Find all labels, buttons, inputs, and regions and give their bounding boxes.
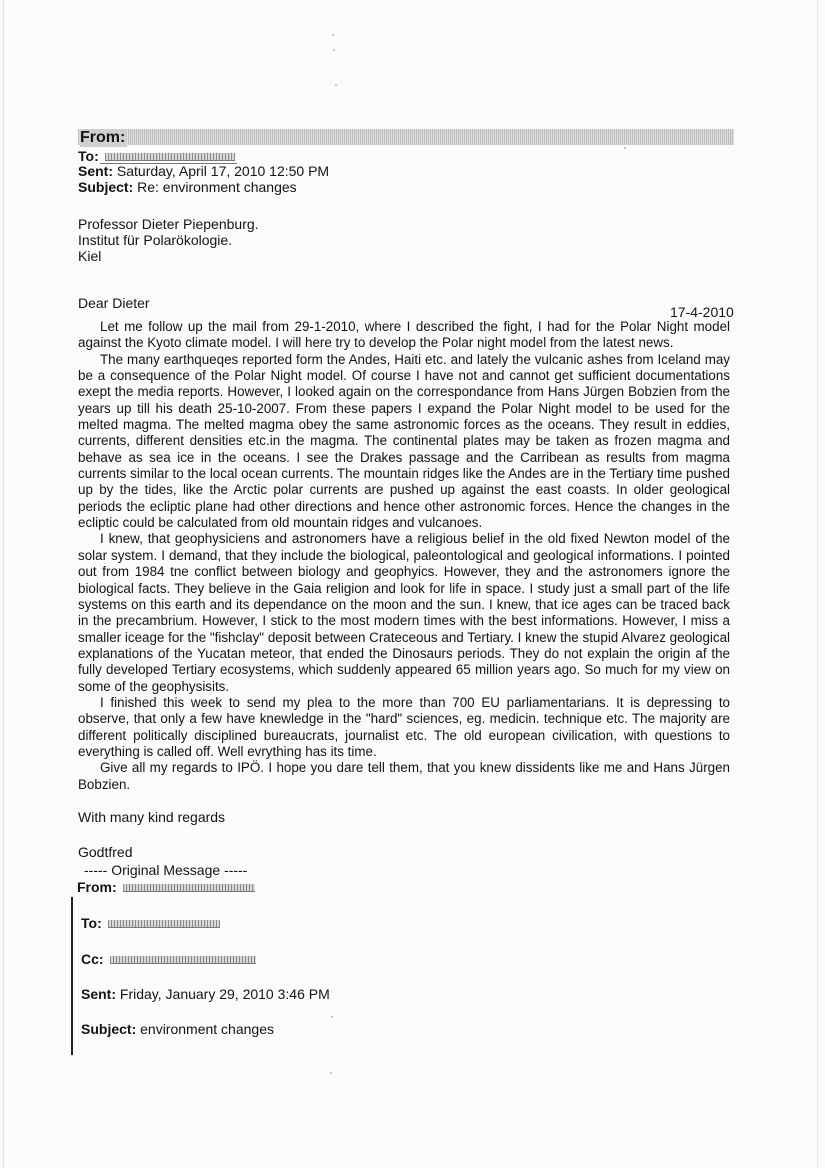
redacted-recipient	[105, 153, 235, 161]
om-sent-row	[81, 986, 330, 1002]
letter-date: 17-4-2010	[670, 304, 734, 320]
om-to-row	[81, 915, 220, 931]
scan-speck	[331, 1016, 333, 1018]
closing: With many kind regards	[78, 809, 226, 825]
scan-edge-left	[3, 0, 4, 1168]
from-label: From:	[80, 129, 126, 146]
om-subject-label: Subject:	[81, 1021, 137, 1037]
om-subject-row	[81, 1021, 274, 1037]
om-sent-value: Friday, January 29, 2010 3:46 PM	[119, 986, 330, 1002]
om-from-row	[77, 879, 255, 895]
address-line-1: Professor Dieter Piepenburg.	[78, 216, 259, 232]
address-line-2: Institut für Polarökologie.	[78, 232, 233, 248]
scan-edge-right	[817, 0, 818, 1168]
scan-speck	[335, 84, 337, 86]
redacted-cc	[110, 956, 256, 964]
scan-speck	[624, 147, 626, 149]
address-line-3: Kiel	[78, 248, 102, 264]
body-paragraph: Let me follow up the mail from 29-1-2010, where I described the fight, I had for the Polar Night model against the Kyoto climate model. I will here try to develop the Polar night model from the latest news.	[78, 319, 730, 351]
redacted-recipient	[108, 920, 220, 928]
sent-header-row	[78, 163, 329, 179]
sent-value: Saturday, April 17, 2010 12:50 PM	[116, 163, 330, 179]
om-cc-row	[81, 951, 256, 967]
from-header-row	[78, 129, 734, 145]
letter-body	[78, 319, 730, 793]
sent-label: Sent:	[78, 163, 113, 179]
om-subject-value: environment changes	[140, 1021, 274, 1037]
body-paragraph: I finished this week to send my plea to the more than 700 EU parliamentarians. It is depressing to observe, that only a few have knewledge in the "hard" sciences, eg. medicin. technique etc. The majority are different politically disciplined bureaucrats, journalist etc. The old european civilication, with questions to everything is called off. Well evrything has its time.	[78, 694, 730, 759]
quote-bar	[71, 897, 73, 1055]
om-cc-label: Cc:	[81, 951, 104, 967]
om-to-label: To:	[81, 915, 102, 931]
scan-speck	[333, 49, 335, 51]
original-message-divider: ----- Original Message -----	[84, 862, 248, 878]
salutation: Dear Dieter	[78, 295, 150, 311]
body-paragraph: The many earthqueqes reported form the Andes, Haiti etc. and lately the vulcanic ashes from Iceland may be a consequence of the Polar Night model. Of course I have not and cannot get sufficient documentations exept the media reports. However, I looked again on the correspondance from Hans Jürgen Bobzien from the years up till his death 25-10-2007. From these papers I expand the Polar Night model to be used for the melted magma. The melted magma obey the same astronomic forces as the oceans. They result in eddies, currents, different densities etc.in the magma. The continental plates may be taken as frozen magma and behave as sea ice in the oceans. I see the Drakes passage and the Carribean as results from magma currents similar to the local ocean currents. The mountain ridges like the Andes are in the Tertiary time pushed up by the tides, like the Arctic polar currents are pushed up against the east coasts. In older geological periods the ecliptic plane had other directions and hence other astronomic forces. Hence the changes in the ecliptic could be calculated from old mountain ridges and vulcanoes.	[78, 351, 730, 531]
signature: Godtfred	[78, 844, 133, 860]
body-paragraph: Give all my regards to IPÖ. I hope you dare tell them, that you knew dissidents like me and Hans Jürgen Bobzien.	[78, 760, 730, 792]
body-paragraph: I knew, that geophysiciens and astronomers have a religious belief in the old fixed Newton model of the solar system. I demand, that they include the biological, paleontological and geological informations. I pointed out from 1984 tne conflict between biology and geophyics. However, they and the astronomers ignore the biological facts. They believe in the Gaia religion and look for life in space. I study just a small part of the life systems on this earth and its dependance on the moon and the sun. I knew, that ice ages can be traced back in the precambrium. However, I stick to the most modern times with the best informations. However, I miss a smaller iceage for the "fishclay" deposit between Crateceous and Tertiary. I knew the stupid Alvarez geological explanations of the Yucatan meteor, that ended the Dinosaurs periods. They do not explain the origin af the fully developed Tertiary ecosystems, which suddenly appeared 65 million years ago. So much for my view on some of the geophysisits.	[78, 531, 730, 694]
scan-speck	[330, 1072, 332, 1074]
om-sent-label: Sent:	[81, 986, 116, 1002]
scan-speck	[332, 34, 334, 36]
subject-value: Re: environment changes	[137, 179, 297, 195]
to-header-row	[78, 148, 235, 164]
to-label: To:	[78, 148, 99, 164]
subject-label: Subject:	[78, 179, 134, 195]
om-from-label: From:	[77, 879, 117, 895]
subject-header-row	[78, 179, 297, 195]
redacted-sender	[123, 884, 255, 892]
